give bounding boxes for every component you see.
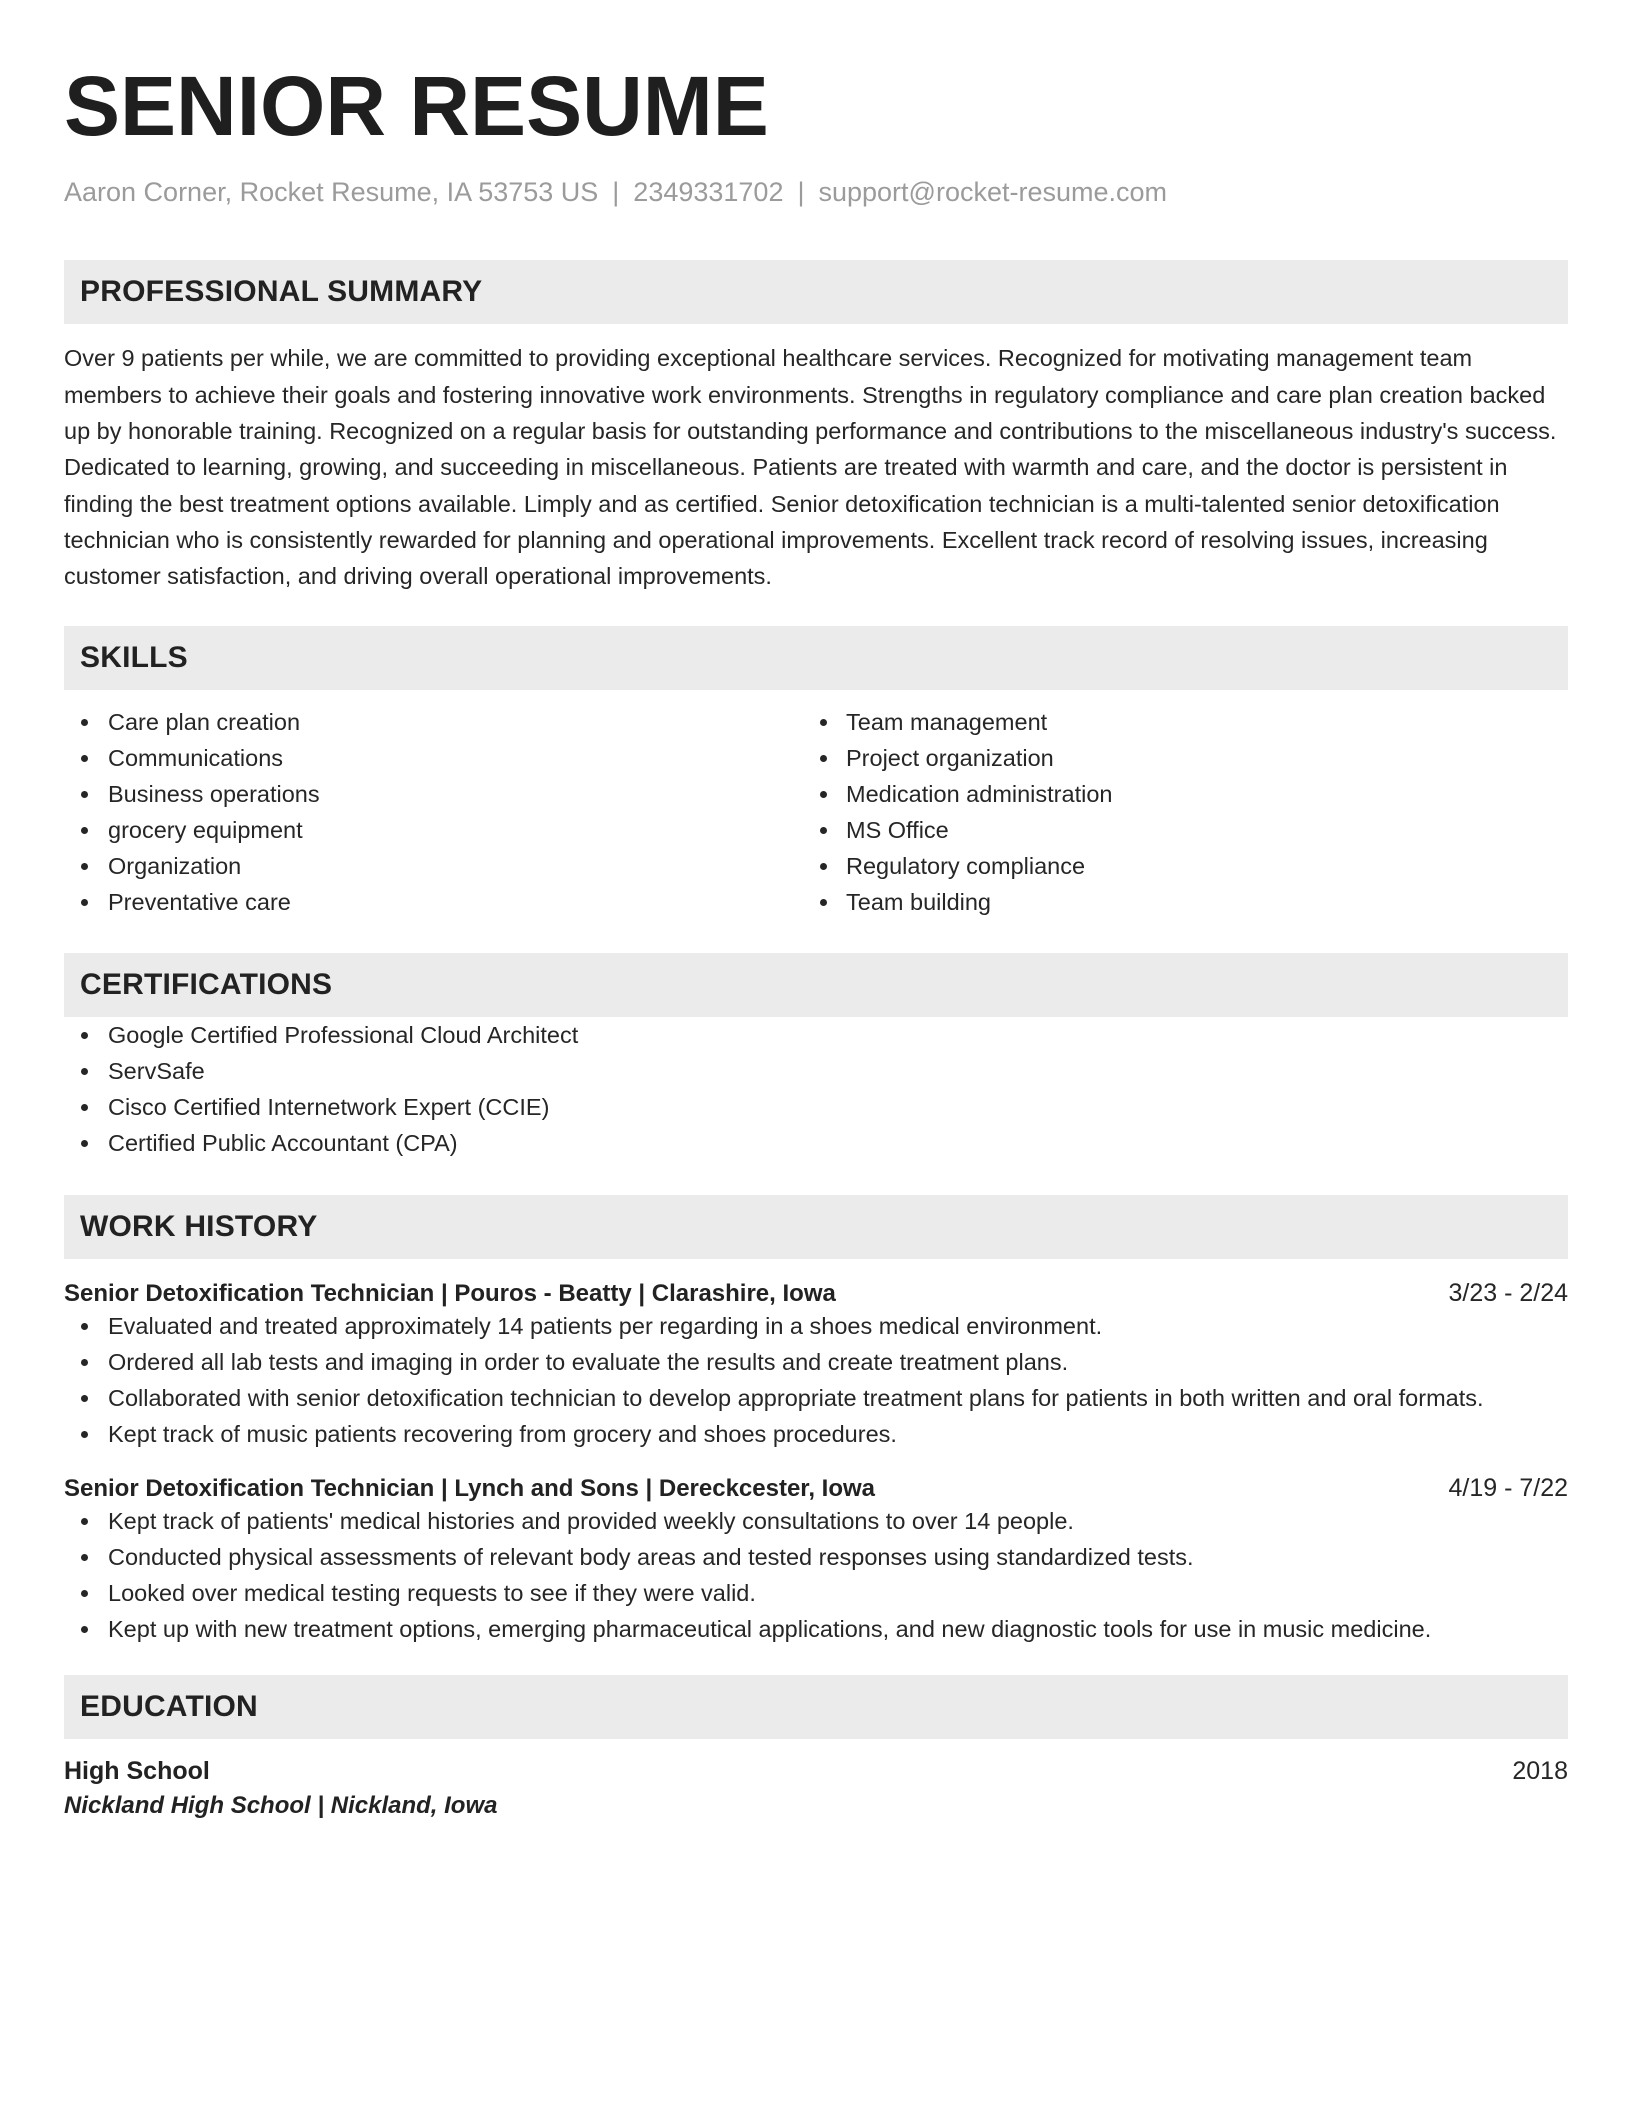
section-heading-certifications: CERTIFICATIONS [64, 953, 1568, 1017]
section-heading-education: EDUCATION [64, 1675, 1568, 1739]
skill-item: Care plan creation [64, 704, 816, 740]
contact-separator: | [612, 177, 620, 207]
certification-item: ServSafe [64, 1053, 1568, 1089]
skill-item: Project organization [816, 740, 1568, 776]
section-heading-work-history: WORK HISTORY [64, 1195, 1568, 1259]
skill-item: MS Office [816, 812, 1568, 848]
skills-grid [64, 704, 1568, 920]
education-entry [64, 1757, 1568, 1820]
skill-item: Team building [816, 884, 1568, 920]
job-bullet: Kept track of patients' medical histories and provided weekly consultations to over 14 people. [64, 1503, 1568, 1539]
contact-email: support@rocket-resume.com [818, 177, 1168, 207]
job-dates: 3/23 - 2/24 [1448, 1279, 1568, 1308]
job-bullet: Kept up with new treatment options, emerging pharmaceutical applications, and new diagnostic tools for use in music medicine. [64, 1611, 1568, 1647]
job-bullet: Conducted physical assessments of relevant body areas and tested responses using standardized tests. [64, 1539, 1568, 1575]
education-school: Nickland High School | Nickland, Iowa [64, 1792, 498, 1820]
job-bullet: Evaluated and treated approximately 14 patients per regarding in a shoes medical environment. [64, 1308, 1568, 1344]
education-year: 2018 [1512, 1757, 1568, 1786]
skills-column-left [64, 704, 816, 920]
job-entry [64, 1279, 1568, 1452]
job-entry [64, 1474, 1568, 1647]
skill-item: Preventative care [64, 884, 816, 920]
skills-column-right [816, 704, 1568, 920]
contact-line [64, 176, 1568, 208]
job-title: Senior Detoxification Technician | Lynch and Sons | Dereckcester, Iowa [64, 1475, 875, 1503]
skill-item: Organization [64, 848, 816, 884]
job-header [64, 1474, 1568, 1503]
skill-item: Medication administration [816, 776, 1568, 812]
certifications-list [64, 1017, 1568, 1161]
certification-item: Certified Public Accountant (CPA) [64, 1125, 1568, 1161]
education-header [64, 1757, 1568, 1786]
skill-item: grocery equipment [64, 812, 816, 848]
certification-item: Google Certified Professional Cloud Architect [64, 1017, 1568, 1053]
contact-phone: 2349331702 [633, 177, 784, 207]
job-title: Senior Detoxification Technician | Pouros - Beatty | Clarashire, Iowa [64, 1280, 836, 1308]
education-degree: High School [64, 1757, 210, 1786]
job-bullets [64, 1503, 1568, 1647]
certification-item: Cisco Certified Internetwork Expert (CCIE) [64, 1089, 1568, 1125]
job-header [64, 1279, 1568, 1308]
skill-item: Communications [64, 740, 816, 776]
job-dates: 4/19 - 7/22 [1448, 1474, 1568, 1503]
skill-item: Team management [816, 704, 1568, 740]
contact-address: Aaron Corner, Rocket Resume, IA 53753 US [64, 177, 599, 207]
resume-title: SENIOR RESUME [64, 59, 769, 153]
section-heading-summary: PROFESSIONAL SUMMARY [64, 260, 1568, 324]
skill-item: Regulatory compliance [816, 848, 1568, 884]
job-bullet: Looked over medical testing requests to see if they were valid. [64, 1575, 1568, 1611]
job-bullet: Collaborated with senior detoxification technician to develop appropriate treatment plans for patients in both written and oral formats. [64, 1380, 1568, 1416]
job-bullets [64, 1308, 1568, 1452]
job-bullet: Kept track of music patients recovering from grocery and shoes procedures. [64, 1416, 1568, 1452]
contact-separator: | [797, 177, 805, 207]
skill-item: Business operations [64, 776, 816, 812]
summary-text: Over 9 patients per while, we are committed to providing exceptional healthcare services. Recognized for motivating management team members to achieve their goals and fostering innovative work environments. Strengths in regulatory compliance and care plan creation backed up by honorable training. Recognized on a regular basis for outstanding performance and contributions to the miscellaneous industry's success. Dedicated to learning, growing, and succeeding in miscellaneous. Patients are treated with warmth and care, and the doctor is persistent in finding the best treatment options available. Limply and as certified. Senior detoxification technician is a multi-talented senior detoxification technician who is consistently rewarded for planning and operational improvements. Excellent track record of resolving issues, increasing customer satisfaction, and driving overall operational improvements. [64, 345, 1557, 590]
section-heading-skills: SKILLS [64, 626, 1568, 690]
job-bullet: Ordered all lab tests and imaging in order to evaluate the results and create treatment plans. [64, 1344, 1568, 1380]
